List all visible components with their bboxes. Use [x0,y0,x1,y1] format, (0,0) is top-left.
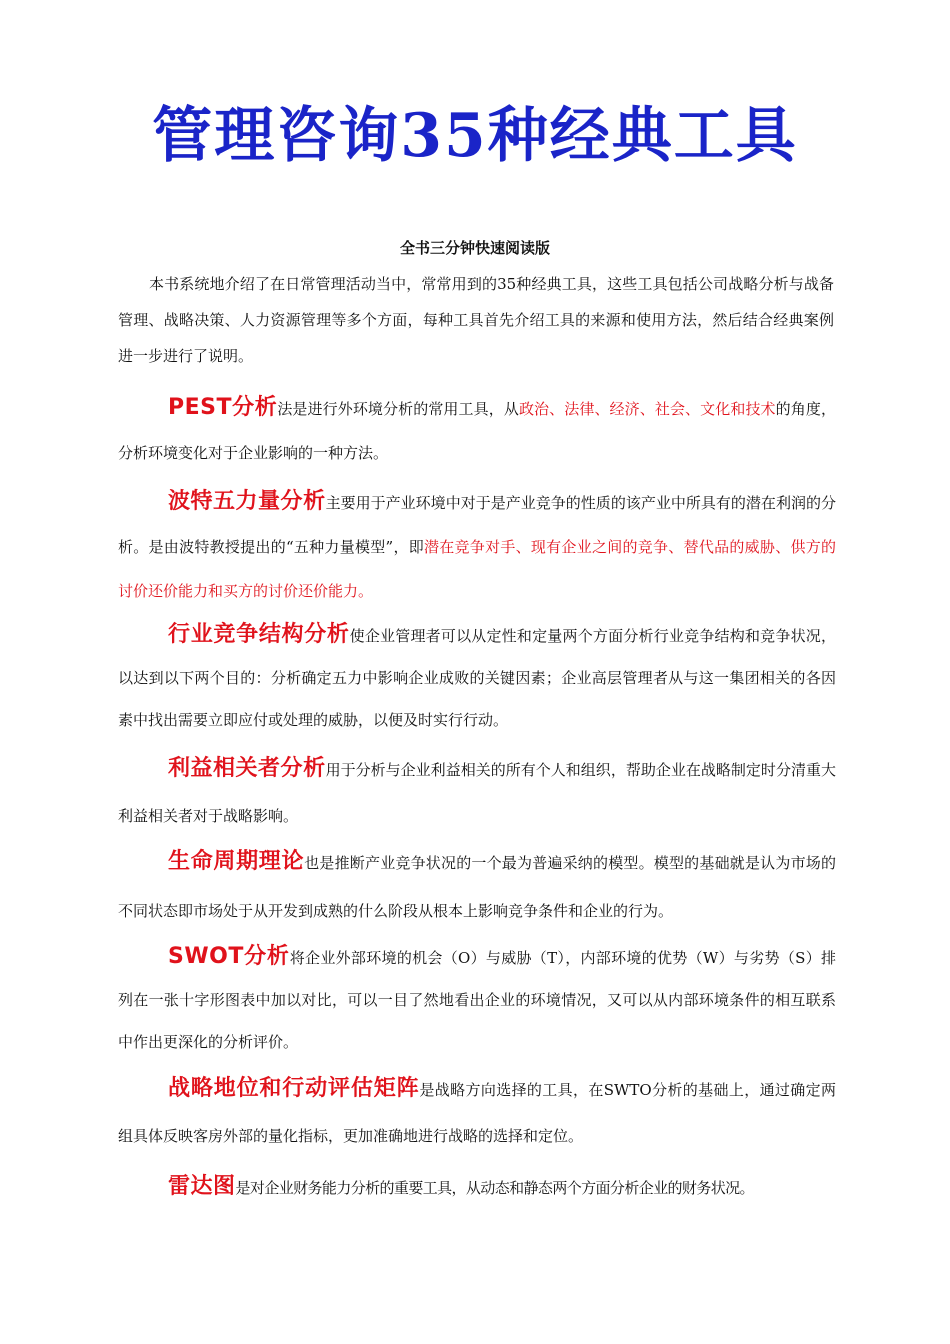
section-text-end: 的角度，分析环境变化对于企业影响的一种方法。 [118,400,836,462]
section-stakeholder [118,746,836,839]
tool-name: 战略地位和行动评估矩阵 [168,1076,420,1101]
section-space-matrix [118,1066,836,1159]
section-text: 是对企业财务能力分析的重要工具，从动态和静态两个方面分析企业的财务状况。 [235,1179,754,1197]
section-text: 将企业外部环境的机会（O）与威胁（T），内部环境的优势（W）与劣势（S）排列在一张十字形图表中加以对比，可以一目了然地看出企业的环境情况，又可以从内部环境条件的相互联系中作出更深化的分析评价。 [118,949,836,1051]
subtitle: 全书三分钟快速阅读版 [399,239,550,257]
tool-name: 利益相关者分析 [168,756,326,781]
section-highlight: 政治、法律、经济、社会、文化和技术 [518,400,776,418]
tool-name: SWOT分析 [168,944,290,969]
section-text: 主要用于产业环境中对于是产业竞争的性质的该产业中所具有的潜在利润的分析。是由波特教授提出的“五种力量模型”，即 [118,494,836,556]
section-life-cycle [118,838,836,935]
tool-name: PEST分析 [168,395,278,420]
section-radar-chart [118,1164,836,1211]
section-text: 用于分析与企业利益相关的所有个人和组织，帮助企业在战略制定时分清重大利益相关者对于战略影响。 [118,761,836,825]
tool-name: 雷达图 [168,1174,236,1199]
tool-name: 行业竞争结构分析 [168,622,350,647]
section-industry-competition [118,614,836,741]
section-text: 也是推断产业竞争状况的一个最为普遍采纳的模型。模型的基础就是认为市场的不同状态即市场处于从开发到成熟的什么阶段从根本上影响竞争条件和企业的行为。 [118,854,836,920]
tool-name: 生命周期理论 [168,849,305,874]
section-pest [118,386,836,475]
section-highlight: 潜在竞争对手、现有企业之间的竞争、替代品的威胁、供方的讨价还价能力和买方的讨价还价能力。 [118,538,836,600]
tool-name: 波特五力量分析 [168,489,326,514]
section-text: 法是进行外环境分析的常用工具，从 [277,400,519,418]
section-text: 使企业管理者可以从定性和定量两个方面分析行业竞争结构和竞争状况，以达到以下两个目的：分析确定五力中影响企业成败的关键因素；企业高层管理者从与这一集团相关的各因素中找出需要立即应付或处理的威胁，以便及时实行行动。 [118,627,836,729]
page-title: 管理咨询35种经典工具 [152,101,798,171]
intro-paragraph: 本书系统地介绍了在日常管理活动当中，常常用到的35种经典工具，这些工具包括公司战略分析与战备管理、战略决策、人力资源管理等多个方面，每种工具首先介绍工具的来源和使用方法，然后结合经典案例进一步进行了说明。 [118,275,834,365]
section-text: 是战略方向选择的工具，在SWTO分析的基础上，通过确定两组具体反映客房外部的量化指标，更加准确地进行战略的选择和定位。 [118,1081,836,1145]
section-porter-five-forces [118,480,836,613]
section-swot [118,936,836,1063]
